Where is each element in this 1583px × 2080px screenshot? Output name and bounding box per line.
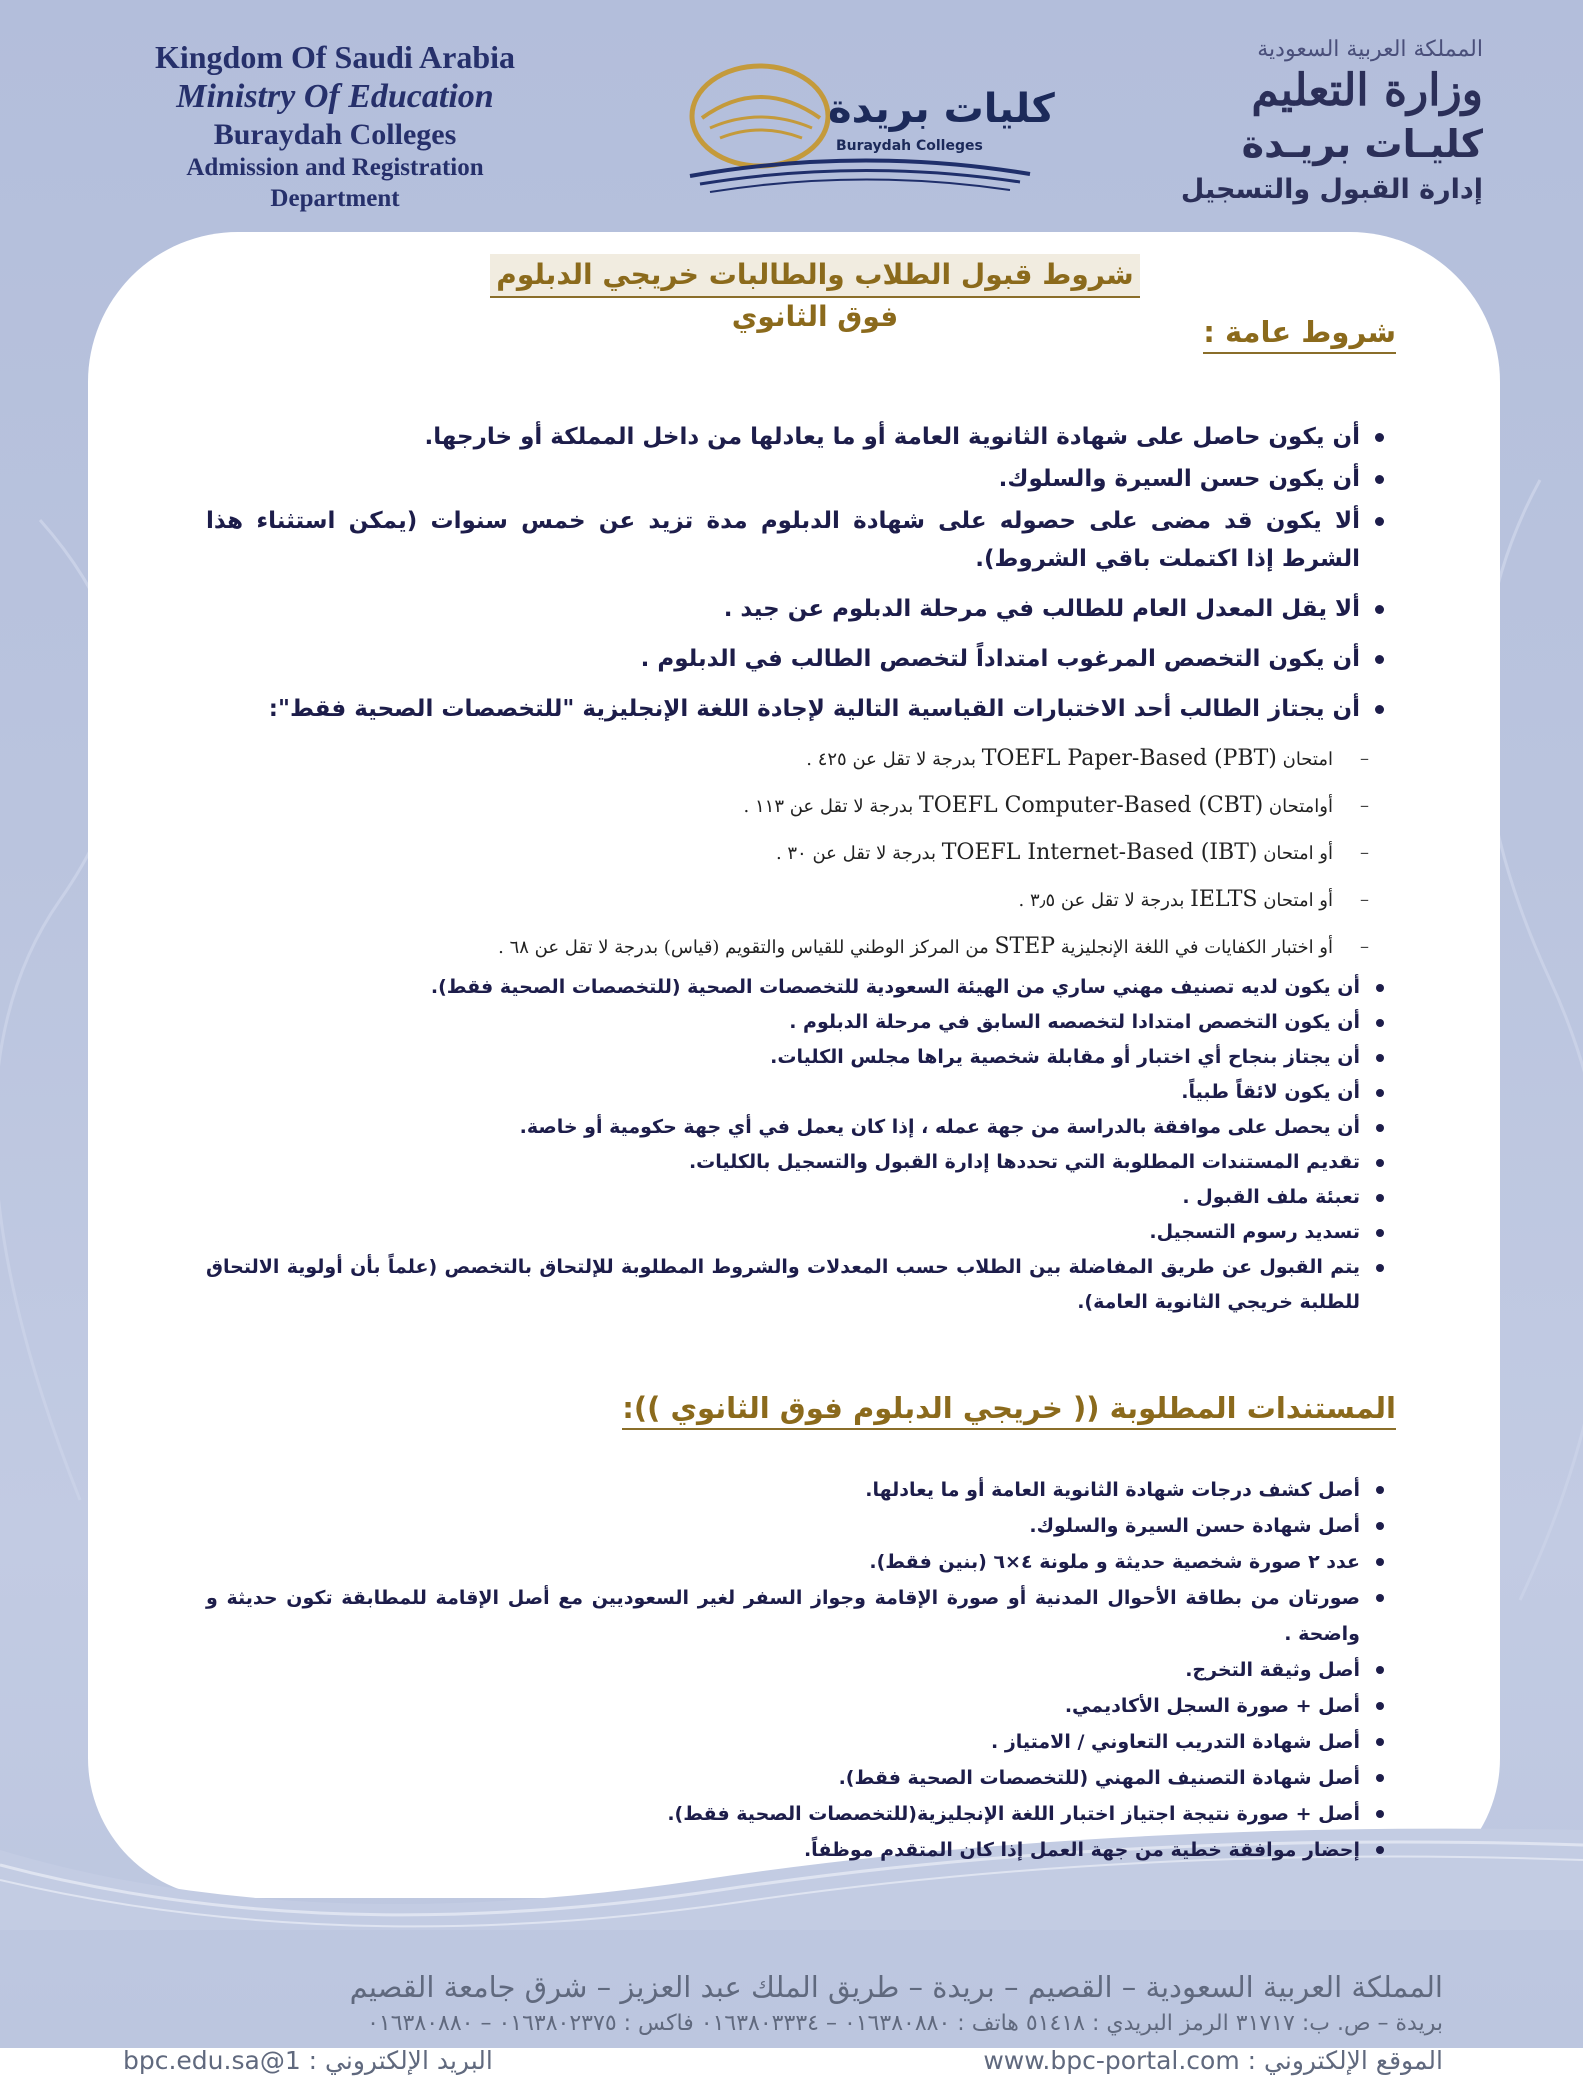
required-documents-list bbox=[206, 1472, 1386, 1868]
list-item: أصل شهادة التدريب التعاوني / الامتياز . bbox=[206, 1724, 1386, 1760]
general-conditions-list bbox=[206, 418, 1386, 732]
english-tests-list bbox=[269, 736, 1369, 971]
logo-text-english: Buraydah Colleges bbox=[836, 138, 983, 154]
footer-website[interactable]: الموقع الإلكتروني : www.bpc-portal.com bbox=[983, 2046, 1443, 2075]
test-item: – أو اختبار الكفايات في اللغة الإنجليزية STEP من المركز الوطني للقياس والتقويم (قياس) بدرجة لا تقل عن ٦٨ . bbox=[269, 924, 1369, 971]
header-en-ministry: Ministry Of Education bbox=[176, 78, 494, 115]
list-item: تعبئة ملف القبول . bbox=[206, 1180, 1386, 1215]
header-en-kingdom: Kingdom Of Saudi Arabia bbox=[154, 39, 516, 75]
additional-conditions-list bbox=[206, 970, 1386, 1320]
list-item: صورتان من بطاقة الأحوال المدنية أو صورة الإقامة وجواز السفر لغير السعوديين مع أصل الإقامة للمطابقة تكون حديثة و واضحة . bbox=[206, 1580, 1386, 1652]
header-ar-kingdom: المملكة العربية السعودية bbox=[1257, 37, 1483, 62]
test-item: – أوامتحان TOEFL Computer-Based (CBT) بدرجة لا تقل عن ١١٣ . bbox=[269, 783, 1369, 830]
header-en-colleges: Buraydah Colleges bbox=[213, 118, 457, 151]
footer-contact: بريدة – ص. ب: ٣١٧١٧ الرمز البريدي : ٥١٤١٨ هاتف : ٠١٦٣٨٠٨٨٠ – ٠١٦٣٨٠٣٣٣٤ فاكس : ٠١٦٣٨٠٢٣٧٥ – ٠١٦٣٨٠٨٨٠ bbox=[367, 2011, 1443, 2036]
list-item: أن يجتاز الطالب أحد الاختبارات القياسية التالية لإجادة اللغة الإنجليزية "للتخصصات الصحية فقط": bbox=[206, 690, 1386, 728]
footer bbox=[123, 1968, 1443, 2080]
list-item: أصل + صورة نتيجة اجتياز اختبار اللغة الإنجليزية(للتخصصات الصحية فقط). bbox=[206, 1796, 1386, 1832]
general-conditions-heading: شروط عامة : bbox=[1203, 312, 1396, 354]
header-ar-colleges: كليـات بريـدة bbox=[1241, 122, 1483, 166]
list-item: ألا يكون قد مضى على حصوله على شهادة الدبلوم مدة تزيد عن خمس سنوات (يمكن استثناء هذا الشرط إذا اكتملت باقي الشروط). bbox=[206, 502, 1386, 578]
list-item: أن يجتاز بنجاح أي اختبار أو مقابلة شخصية يراها مجلس الكليات. bbox=[206, 1040, 1386, 1075]
list-item: أصل شهادة التصنيف المهني (للتخصصات الصحية فقط). bbox=[206, 1760, 1386, 1796]
test-item: – امتحان TOEFL Paper-Based (PBT) بدرجة لا تقل عن ٤٢٥ . bbox=[269, 736, 1369, 783]
list-item: عدد ٢ صورة شخصية حديثة و ملونة ٤×٦ (بنين فقط). bbox=[206, 1544, 1386, 1580]
required-documents-heading: المستندات المطلوبة (( خريجي الدبلوم فوق الثانوي )): bbox=[622, 1388, 1396, 1430]
header-ar-department: إدارة القبول والتسجيل bbox=[1180, 174, 1483, 205]
list-item: أصل كشف درجات شهادة الثانوية العامة أو ما يعادلها. bbox=[206, 1472, 1386, 1508]
list-item: ألا يقل المعدل العام للطالب في مرحلة الدبلوم عن جيد . bbox=[206, 590, 1386, 628]
footer-email[interactable]: البريد الإلكتروني : 1@bpc.edu.sa bbox=[123, 2046, 493, 2075]
list-item: أصل وثيقة التخرج. bbox=[206, 1652, 1386, 1688]
header-en-admission: Admission and Registration bbox=[186, 154, 484, 181]
list-item: تسديد رسوم التسجيل. bbox=[206, 1215, 1386, 1250]
list-item: تقديم المستندات المطلوبة التي تحددها إدارة القبول والتسجيل بالكليات. bbox=[206, 1145, 1386, 1180]
list-item: أن يكون حسن السيرة والسلوك. bbox=[206, 460, 1386, 498]
list-item: يتم القبول عن طريق المفاضلة بين الطلاب حسب المعدلات والشروط المطلوبة للإلتحاق بالتخصص (علماً بأن أولوية الالتحاق للطلبة خريجي الثانوية العامة). bbox=[206, 1250, 1386, 1320]
list-item: إحضار موافقة خطية من جهة العمل إذا كان المتقدم موظفاً. bbox=[206, 1832, 1386, 1868]
test-item: – أو امتحان IELTS بدرجة لا تقل عن ٣٫٥ . bbox=[269, 877, 1369, 924]
logo-text-arabic: كليات بريدة bbox=[828, 86, 1055, 132]
footer-address: المملكة العربية السعودية – القصيم – بريدة – طريق الملك عبد العزيز – شرق جامعة القصيم bbox=[349, 1970, 1443, 2004]
list-item: أن يكون حاصل على شهادة الثانوية العامة أو ما يعادلها من داخل المملكة أو خارجها. bbox=[206, 418, 1386, 456]
header-ar-ministry: وزارة التعليم bbox=[1251, 65, 1483, 116]
list-item: أن يحصل على موافقة بالدراسة من جهة عمله ، إذا كان يعمل في أي جهة حكومية أو خاصة. bbox=[206, 1110, 1386, 1145]
list-item: أن يكون لائقاً طبياً. bbox=[206, 1075, 1386, 1110]
list-item: أن يكون التخصص المرغوب امتداداً لتخصص الطالب في الدبلوم . bbox=[206, 640, 1386, 678]
list-item: أن يكون لديه تصنيف مهني ساري من الهيئة السعودية للتخصصات الصحية (للتخصصات الصحية فقط). bbox=[206, 970, 1386, 1005]
header-english bbox=[100, 38, 570, 214]
list-item: أن يكون التخصص امتدادا لتخصصه السابق في مرحلة الدبلوم . bbox=[206, 1005, 1386, 1040]
list-item: أصل شهادة حسن السيرة والسلوك. bbox=[206, 1508, 1386, 1544]
test-item: – أو امتحان TOEFL Internet-Based (IBT) بدرجة لا تقل عن ٣٠ . bbox=[269, 830, 1369, 877]
list-item: أصل + صورة السجل الأكاديمي. bbox=[206, 1688, 1386, 1724]
header-arabic bbox=[1153, 36, 1483, 210]
document-title: شروط قبول الطلاب والطالبات خريجي الدبلوم فوق الثانوي bbox=[490, 254, 1140, 298]
footer-links bbox=[123, 2042, 1443, 2080]
header-en-department: Department bbox=[270, 185, 400, 212]
